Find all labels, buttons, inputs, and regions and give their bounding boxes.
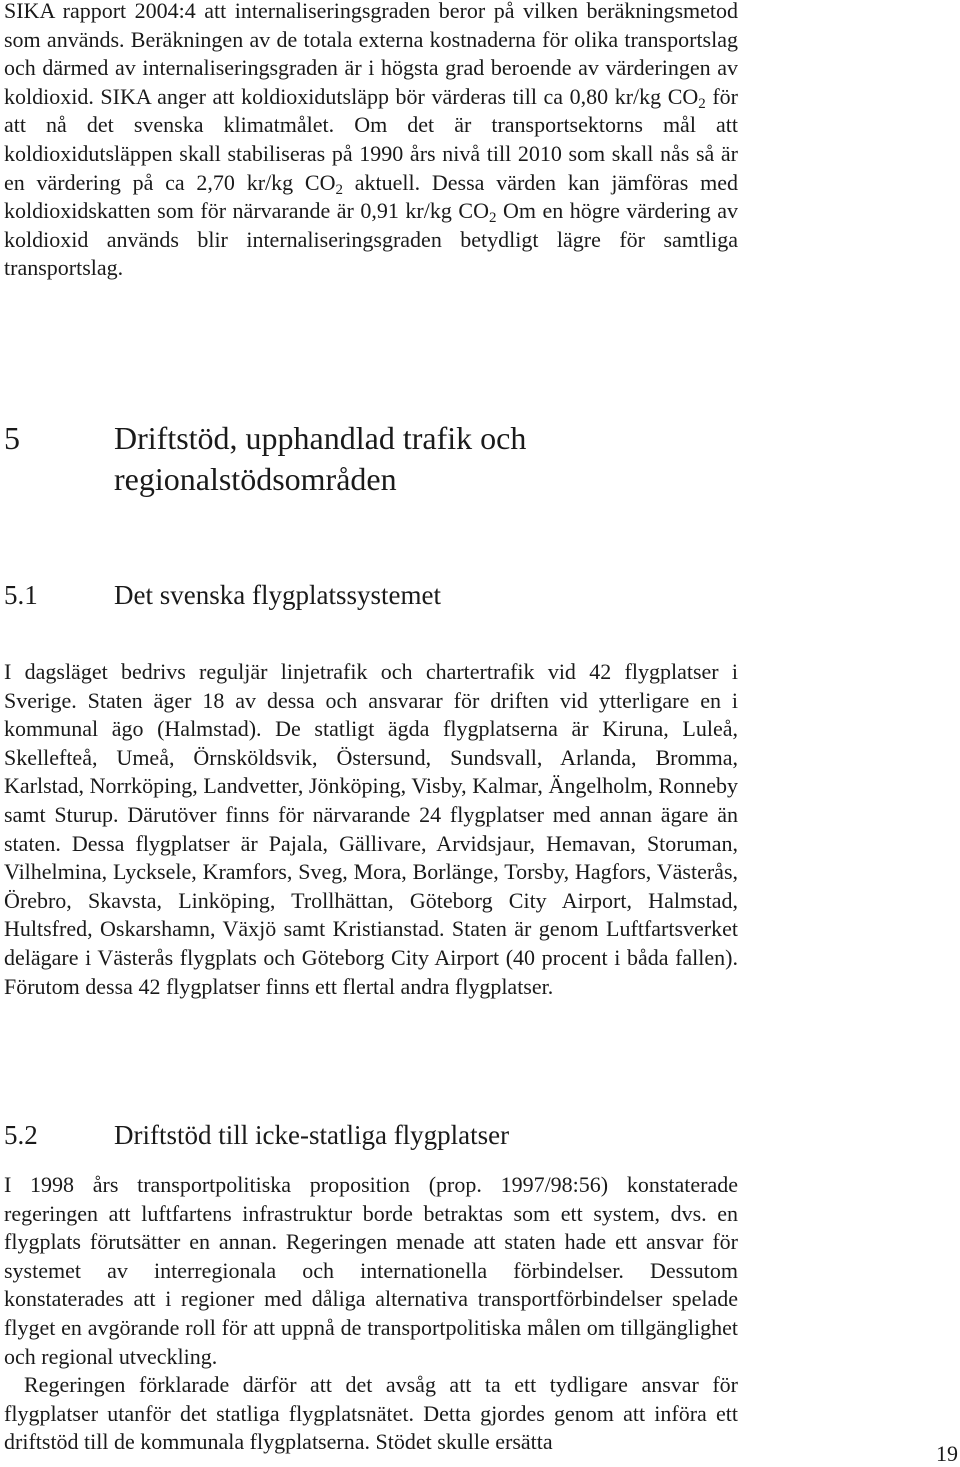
intro-paragraph	[4, 0, 738, 283]
section-5-1-body	[4, 658, 738, 1001]
chapter-title-line-1: Driftstöd, upphandlad trafik och	[114, 420, 527, 456]
section-number: 5.2	[4, 1120, 38, 1150]
section-5-2-body	[4, 1171, 738, 1457]
intro-sentence-4: Om det är transportsektorns mål att koldioxidutsläppen skall stabiliseras på 1990 års nivå till 2010 som skall nås så är en värdering på ca 2,70 kr/kg CO	[4, 112, 738, 195]
intro-block	[4, 0, 738, 283]
intro-sentence-3: SIKA anger att koldioxidutsläpp bör värderas till ca 0,80 kr/kg CO	[93, 83, 699, 109]
paragraph: I 1998 års transportpolitiska proposition (prop. 1997/98:56) konstaterade regeringen att luftfartens infrastruktur borde betraktas som ett system, dvs. en flygplats förutsätter en annan. Regeringen menade att staten hade ett ansvar för systemet av interregionala och internationella förbindelser. Dessutom konstaterades att i regioner med dåliga alternativa transportförbindelser spelade flyget en avgörande roll för att uppnå de transportpolitiska målen om tillgänglighet och regional utveckling.	[4, 1172, 738, 1369]
chapter-title-line-2: regionalstödsområden	[114, 461, 397, 497]
chapter-heading	[4, 418, 526, 500]
section-heading-5-2	[4, 1118, 509, 1152]
chapter-title	[114, 418, 526, 500]
paragraph: Regeringen förklarade därför att det avsåg att ta ett tydligare ansvar för flygplatser utanför det statliga flygplatsnätet. Detta gjordes genom att införa ett driftstöd till de kommunala flygplatserna. Stödet skulle ersätta	[4, 1372, 738, 1455]
intro-sentence-5-end: Om en högre värdering av koldioxid används blir internaliseringsgraden betydligt lägre för samtliga transportslag.	[4, 198, 739, 281]
section-title: Driftstöd till icke-statliga flygplatser	[114, 1120, 510, 1150]
intro-sentence-4-end: aktuell.	[342, 169, 421, 195]
page-number: 19	[936, 1441, 958, 1466]
chapter-number: 5	[4, 420, 20, 456]
co2-subscript: 2	[488, 210, 497, 227]
intro-sentence-5: Dessa värden kan jämföras med koldioxidskatten som för närvarande är 0,91 kr/kg CO	[4, 169, 738, 224]
intro-sentence-3-end: för att nå det svenska klimatmålet.	[4, 83, 739, 138]
section-title: Det svenska flygplatssystemet	[114, 580, 441, 610]
section-heading-5-1	[4, 578, 441, 612]
intro-sentence-2: Beräkningen av de totala externa kostnaderna för olika transportslag och därmed av internaliseringsgraden är i högsta grad beroende av värderingen av koldioxid.	[4, 26, 738, 109]
co2-subscript: 2	[335, 181, 343, 198]
paragraph: I dagsläget bedrivs reguljär linjetrafik och chartertrafik vid 42 flygplatser i Sverige. Staten äger 18 av dessa och ansvarar för driften vid ytterligare en i kommunal ägo (Halmstad). De statligt ägda flygplatserna är Kiruna, Luleå, Skellefteå, Umeå, Örnsköldsvik, Östersund, Sundsvall, Arlanda, Bromma, Karlstad, Norrköping, Landvetter, Jönköping, Visby, Kalmar, Ängelholm, Ronneby samt Sturup. Därutöver finns för närvarande 24 flygplatser med annan ägare än staten. Dessa flygplatser är Pajala, Gällivare, Arvidsjaur, Hemavan, Storuman, Vilhelmina, Lycksele, Kramfors, Sveg, Mora, Borlänge, Torsby, Hagfors, Västerås, Örebro, Skavsta, Linköping, Trollhättan, Göteborg City Airport, Halmstad, Hultsfred, Oskarshamn, Växjö samt Kristianstad. Staten är genom Luftfartsverket delägare i Västerås flygplats och Göteborg City Airport (40 procent i båda fallen). Förutom dessa 42 flygplatser finns ett flertal andra flygplatser.	[4, 659, 738, 999]
section-number: 5.1	[4, 580, 38, 610]
co2-subscript: 2	[698, 95, 706, 112]
intro-sentence-1: SIKA rapport 2004:4 att internaliseringsgraden beror på vilken beräkningsmetod som används.	[4, 0, 738, 52]
